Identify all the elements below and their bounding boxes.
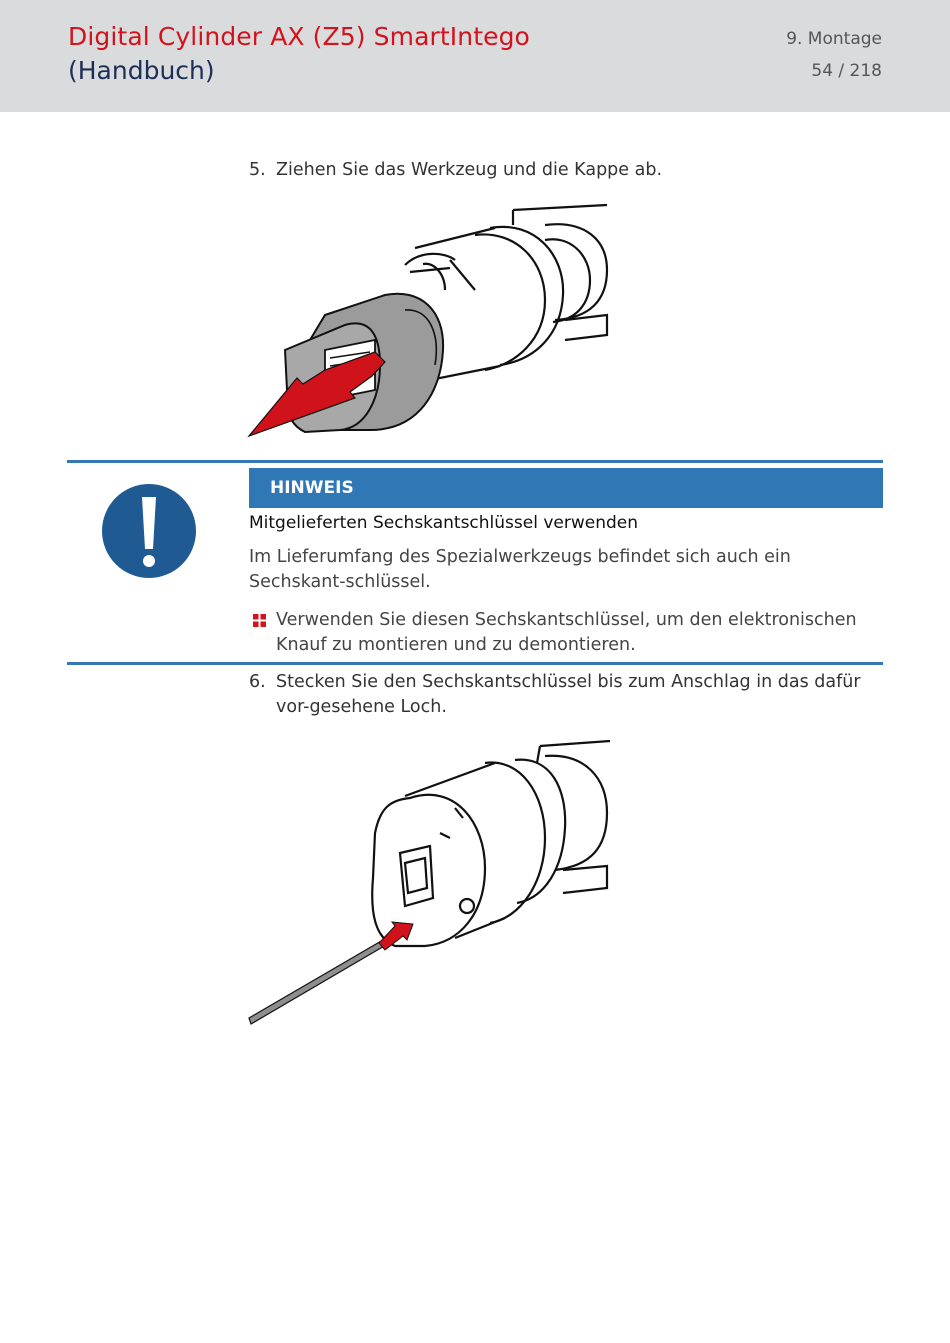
- step-6: [249, 670, 883, 720]
- exclamation-icon: [99, 481, 199, 581]
- notice-label: HINWEIS: [249, 468, 883, 508]
- step-number: 6.: [249, 672, 266, 692]
- step-text: Ziehen Sie das Werkzeug und die Kappe ab.: [276, 160, 663, 180]
- step-5: [249, 158, 883, 183]
- page-header: [0, 0, 950, 112]
- document-subtitle: (Handbuch): [68, 56, 215, 85]
- step-number: 5.: [249, 160, 266, 180]
- notice-top-rule: [67, 460, 883, 463]
- page-number: 54 / 218: [811, 61, 882, 81]
- figure-remove-cap: [245, 200, 615, 445]
- figure-insert-hex-key: [245, 738, 615, 1030]
- notice-bullet-text: Verwenden Sie diesen Sechskantschlüssel, um den elektronischen Knauf zu montieren und zu demontieren.: [276, 610, 857, 655]
- notice-heading: Mitgelieferten Sechskantschlüssel verwenden: [249, 513, 639, 533]
- notice-bottom-rule: [67, 662, 883, 665]
- hex-key-illustration: [249, 933, 398, 1024]
- notice-bullet-item: [249, 608, 883, 658]
- document-title: Digital Cylinder AX (Z5) SmartIntego: [68, 22, 530, 51]
- step-text: Stecken Sie den Sechskantschlüssel bis zum Anschlag in das dafür vor-gesehene Loch.: [276, 672, 861, 717]
- notice-body: Im Lieferumfang des Spezialwerkzeugs befindet sich auch ein Sechskant-schlüssel.: [249, 547, 791, 592]
- bullet-squares-icon: [253, 614, 266, 627]
- cylinder-illustration: [372, 741, 610, 946]
- chapter-label: 9. Montage: [786, 29, 882, 49]
